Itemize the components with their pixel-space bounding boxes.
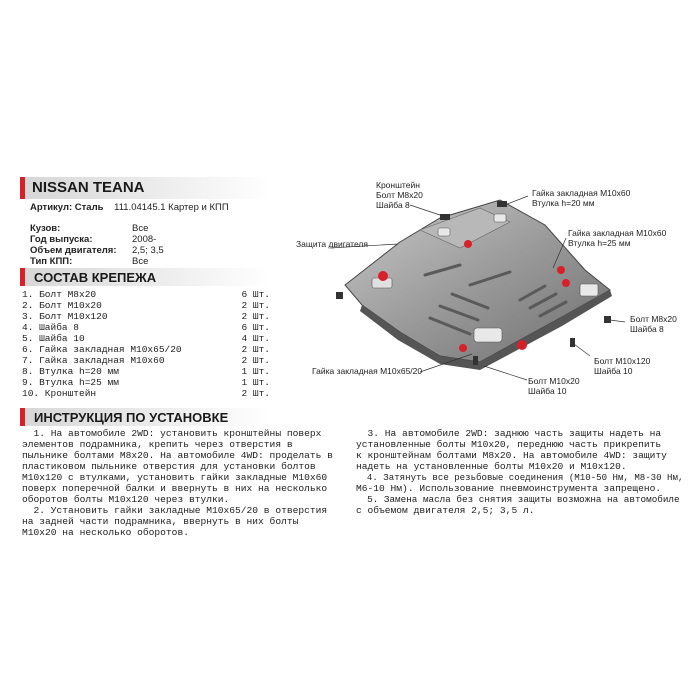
fastener-name: 9. Втулка h=25 мм [22,377,119,388]
list-item [22,378,270,388]
instruction-line: с объемом двигателя 2,5; 3,5 л. [356,505,535,516]
spec-key: Кузов: [30,223,61,234]
callout-nut-m10x60-25: Гайка закладная М10х60 Втулка h=25 мм [568,228,667,248]
spec-value: 2008- [132,234,157,245]
fasteners-title: СОСТАВ КРЕПЕЖА [34,270,157,285]
spec-key: Объем двигателя: [30,245,117,256]
spec-value: Все [132,223,149,234]
fastener-name: 5. Шайба 10 [22,333,85,344]
fasteners-accent [20,268,25,286]
spec-key: Тип КПП: [30,256,73,267]
list-item [22,367,270,377]
spec-value: Все [132,256,149,267]
article-line [30,202,229,213]
instruction-line: поверх поперечной балки и ввернуть в них на несколько [22,483,328,494]
list-item [22,345,270,355]
instruction-line: 2. Установить гайки закладные М10х65/20 в отверстия [22,505,328,516]
material: Сталь [74,202,104,213]
instruction-line: пыльнике болтами М8х20. На автомобиле 4WD: проделать в [22,450,333,461]
fastener-qty: 1 Шт. [241,377,270,388]
fastener-qty: 2 Шт. [241,355,270,366]
instructions-title: ИНСТРУКЦИЯ ПО УСТАНОВКЕ [34,410,229,425]
instructions-band [20,408,270,426]
list-item [22,312,270,322]
spec-key: Год выпуска: [30,234,93,245]
fastener-name: 7. Гайка закладная М10х60 [22,355,165,366]
list-item [22,301,270,311]
fastener-name: 1. Болт М8х20 [22,289,97,300]
article-value: 111.04145.1 Картер и КПП [114,202,229,213]
instruction-line: 3. На автомобиле 2WD: заднюю часть защиты надеть на [356,428,662,439]
instruction-line: элементов подрамника, крепить через отверстия в [22,439,293,450]
fastener-qty: 2 Шт. [241,311,270,322]
fastener-name: 2. Болт М10х20 [22,300,102,311]
list-item [22,290,270,300]
instruction-line: на задней части подрамника, ввернуть в них болты [22,516,299,527]
fastener-name: 10. Кронштейн [22,388,97,399]
list-item [22,356,270,366]
instruction-line: надеть на установленные болты М10х20 и М10х120. [356,461,627,472]
instruction-line: М10х120 с втулками, установить гайки закладные М10х60 [22,472,328,483]
fastener-qty: 2 Шт. [241,344,270,355]
spec-value: 2,5; 3,5 [132,245,164,256]
callout-bolt-m10x20: Болт М10х20 Шайба 10 [528,376,580,396]
fastener-name: 3. Болт М10х120 [22,311,108,322]
plate-opening [474,328,502,342]
fastener-qty: 4 Шт. [241,333,270,344]
fasteners-band [20,268,270,286]
fastener-name: 8. Втулка h=20 мм [22,366,119,377]
fastener-name: 4. Шайба 8 [22,322,80,333]
instruction-line: 4. Затянуть все резьбовые соединения (М10-50 Нм, М8-30 Нм, [356,472,684,483]
callout-bracket: Кронштейн Болт М8х20 Шайба 8 [376,180,423,210]
callout-engine-guard: Защита двигателя [296,239,368,249]
callout-nut-m10x65: Гайка закладная М10х65/20 [312,366,423,376]
fastener-qty: 1 Шт. [241,366,270,377]
callout-bolt-m10x120: Болт М10х120 Шайба 10 [594,356,651,376]
instruction-line: М6-10 Нм). Использование пневмоинструмента запрещено. [356,483,662,494]
title-band [22,177,270,199]
instruction-line: 1. На автомобиле 2WD: установить кронштейны поверх [22,428,322,439]
fastener-name: 6. Гайка закладная М10х65/20 [22,344,182,355]
plate-opening [580,284,598,296]
instruction-line: 5. Замена масла без снятия защиты возможна на автомобиле [356,494,680,505]
fastener-qty: 2 Шт. [241,388,270,399]
instructions-accent [20,408,25,426]
list-item [22,323,270,333]
plate-opening [494,214,506,222]
instruction-line: М10х20 на несколько оборотов. [22,527,189,538]
callout-bolt-m8x20: Болт М8х20 Шайба 8 [630,314,677,334]
instruction-line: пластиковом пыльнике отверстия для установки болтов [22,461,316,472]
list-item [22,389,270,399]
fastener-qty: 2 Шт. [241,300,270,311]
list-item [22,334,270,344]
fastener-qty: 6 Шт. [241,289,270,300]
plate-opening [438,228,450,236]
instruction-line: оборотов болты М10х120 через втулки. [22,494,230,505]
article-label: Артикул: [30,202,73,213]
page-title: NISSAN TEANA [32,179,145,196]
instruction-line: установленные болты М10х20, переднюю часть прикрепить [356,439,662,450]
fastener-qty: 6 Шт. [241,322,270,333]
instruction-line: к кронштейнам болтами М8х20. На автомобиле 4WD: защиту [356,450,667,461]
callout-nut-m10x60-20: Гайка закладная М10х60 Втулка h=20 мм [532,188,631,208]
title-accent [20,177,25,199]
